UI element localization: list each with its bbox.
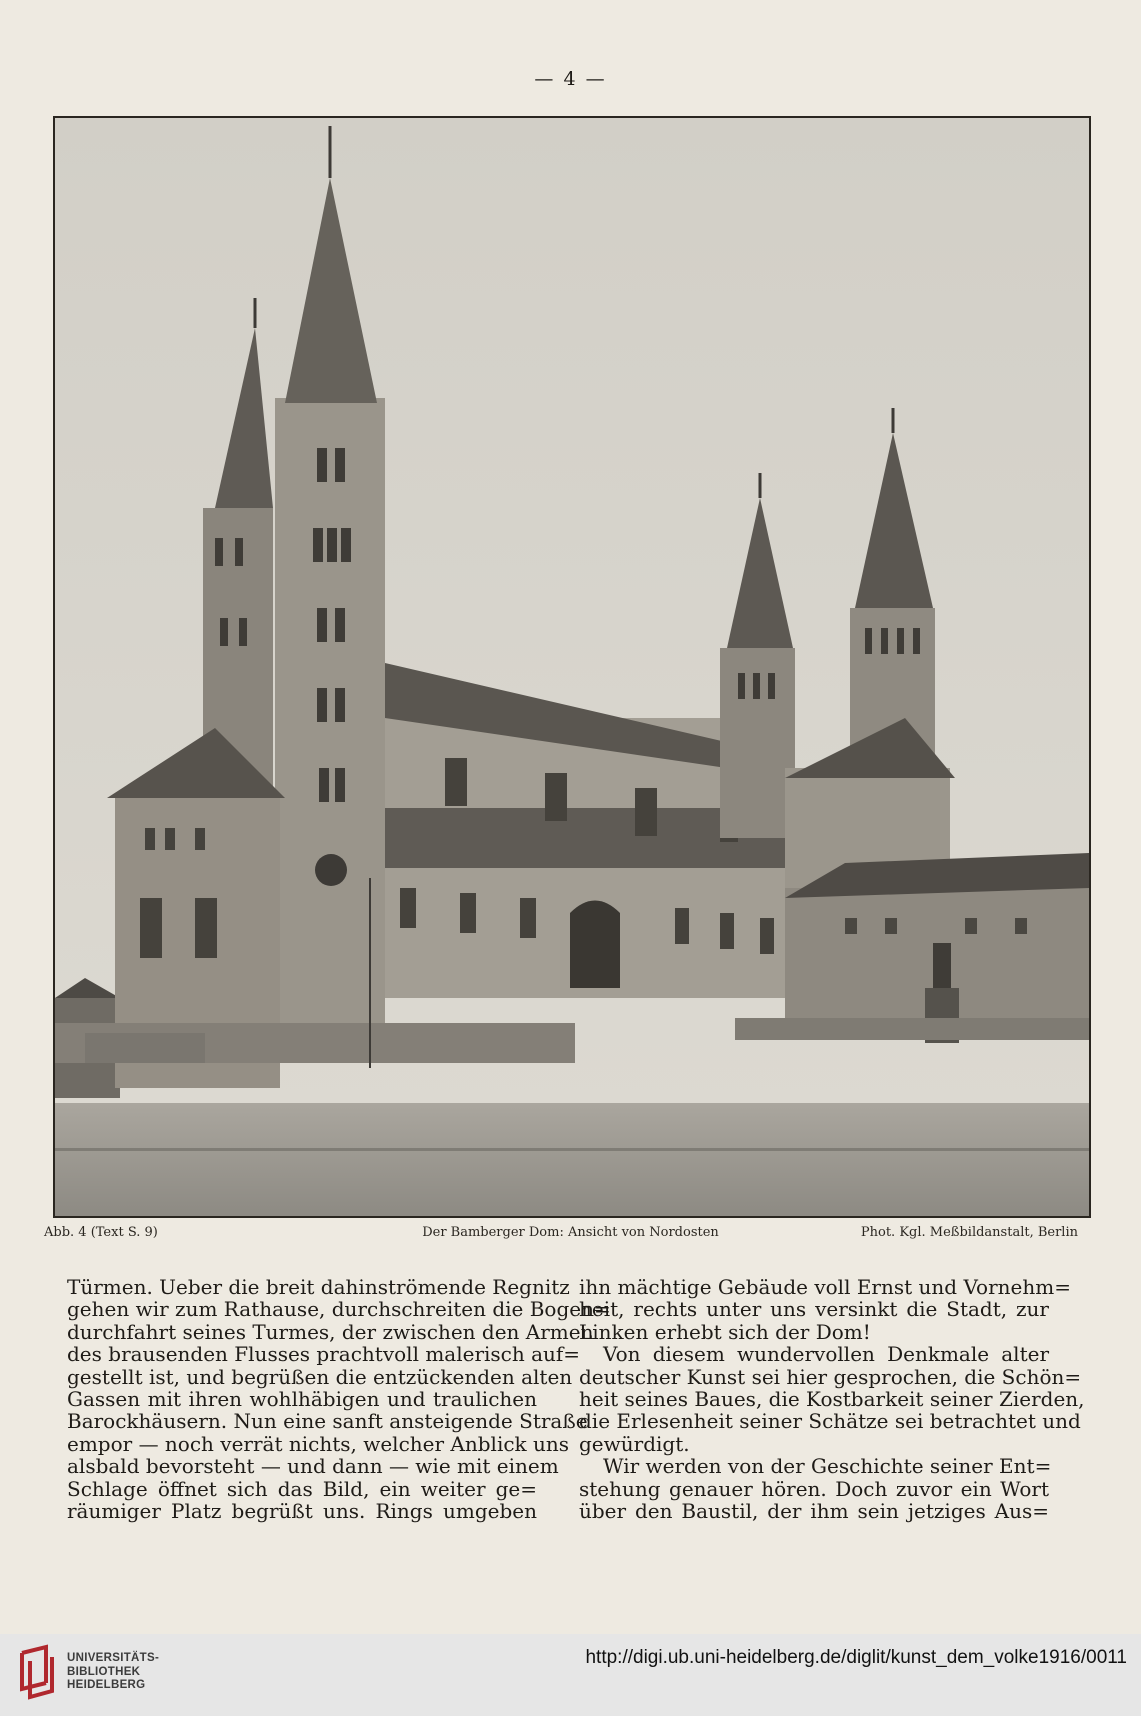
text-line: Von diesem wundervollen Denkmale alter: [603, 1342, 1049, 1367]
library-logo-icon: [16, 1643, 56, 1705]
text-line: stehung genauer hören. Doch zuvor ein Wort: [579, 1476, 1049, 1501]
source-url-link[interactable]: http://digi.ub.uni-heidelberg.de/diglit/kunst_dem_volke1916/0011: [585, 1647, 1127, 1668]
text-line: Gassen mit ihren wohlhäbigen und traulichen: [67, 1386, 537, 1411]
text-line: gewürdigt.: [579, 1431, 690, 1456]
text-line: Schlage öffnet sich das Bild, ein weiter ge=: [67, 1476, 537, 1501]
text-column-left: [67, 1275, 611, 1523]
text-line: Barockhäusern. Nun eine sanft ansteigende Straße: [67, 1409, 588, 1434]
library-name-line: UNIVERSITÄTS-: [67, 1652, 160, 1664]
photo-credit: Phot. Kgl. Meßbildanstalt, Berlin: [860, 1225, 1078, 1240]
text-line: durchfahrt seines Turmes, der zwischen den Armen: [67, 1319, 594, 1344]
text-line: die Erlesenheit seiner Schätze sei betrachtet und: [579, 1409, 1081, 1434]
text-line: Türmen. Ueber die breit dahinströmende Regnitz: [67, 1275, 570, 1299]
library-name-line: BIBLIOTHEK: [67, 1665, 141, 1678]
text-line: über den Baustil, der ihm sein jetziges Aus=: [579, 1498, 1049, 1523]
text-line: ihn mächtige Gebäude voll Ernst und Vornehm=: [579, 1275, 1071, 1299]
library-name: [67, 1652, 159, 1693]
page-number: — 4 —: [534, 68, 607, 90]
text-line: empor — noch verrät nichts, welcher Anblick uns: [67, 1431, 570, 1456]
text-line: heit seines Baues, die Kostbarkeit seiner Zierden,: [579, 1386, 1085, 1411]
library-name-line: HEIDELBERG: [67, 1679, 146, 1691]
text-line: deutscher Kunst sei hier gesprochen, die Schön=: [579, 1364, 1082, 1389]
text-line: gestellt ist, und begrüßen die entzückenden alten: [67, 1364, 573, 1389]
text-line: alsbald bevorsteht — und dann — wie mit einem: [67, 1454, 559, 1479]
figure-number: Abb. 4 (Text S. 9): [44, 1225, 158, 1240]
text-line: Wir werden von der Geschichte seiner Ent=: [603, 1454, 1052, 1479]
figure-caption: Der Bamberger Dom: Ansicht von Nordosten: [422, 1225, 719, 1240]
text-column-right: [579, 1275, 1085, 1523]
text-line: Linken erhebt sich der Dom!: [579, 1319, 871, 1344]
text-line: räumiger Platz begrüßt uns. Rings umgeben: [67, 1498, 537, 1523]
cathedral-photograph: [53, 116, 1091, 1218]
text-line: gehen wir zum Rathause, durchschreiten die Bogen=: [67, 1297, 611, 1322]
text-line: des brausenden Flusses prachtvoll malerisch auf=: [67, 1342, 581, 1367]
text-line: heit, rechts unter uns versinkt die Stadt, zur: [579, 1297, 1049, 1322]
